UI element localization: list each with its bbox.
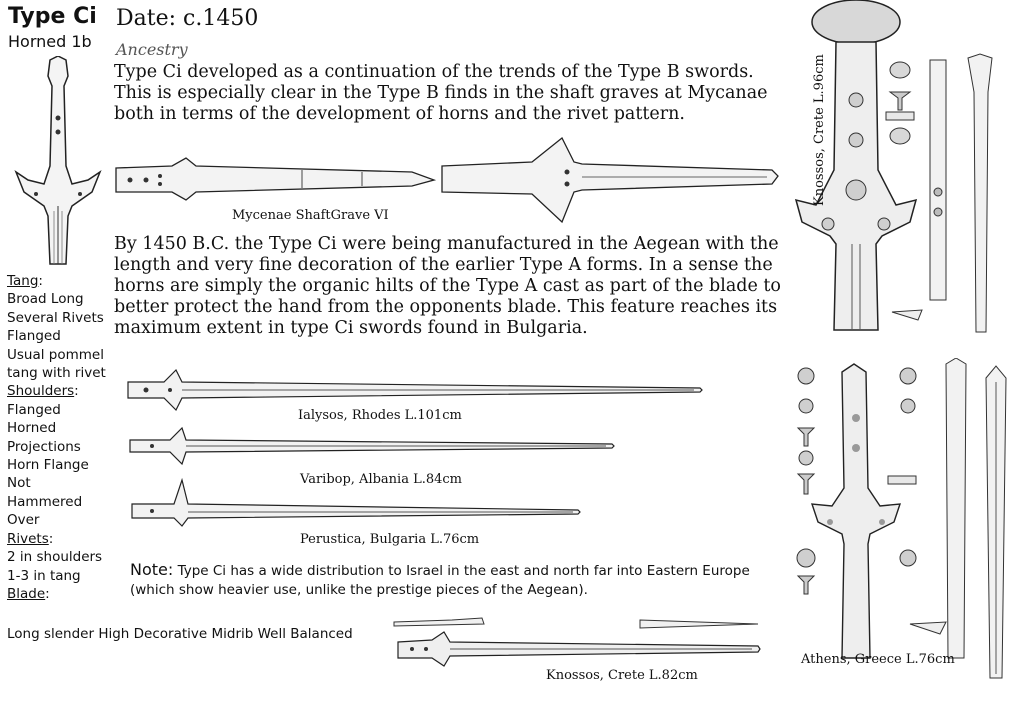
page-title: Type Ci	[8, 4, 97, 29]
ialysos-sword-illustration	[124, 368, 704, 412]
knossos-long-sword-illustration	[392, 612, 762, 674]
note-body: Type Ci has a wide distribution to Israel in the east and north far into Eastern Europe (which show heavier use, unlike the prestige pieces of the Aegean).	[130, 563, 750, 598]
knossos-bottom-caption: Knossos, Crete L.82cm	[546, 668, 698, 683]
list-item: 2 in shoulders	[7, 549, 103, 566]
ancestry-label: Ancestry	[116, 40, 188, 59]
list-item: Projections	[7, 438, 81, 455]
tang-heading: Tang	[7, 273, 39, 289]
list-item: Flanged	[7, 401, 61, 418]
list-item: 1-3 in tang	[7, 567, 81, 584]
note-label: Note:	[130, 560, 174, 579]
varibop-caption: Varibop, Albania L.84cm	[300, 472, 462, 487]
list-item: tang with rivet	[7, 365, 106, 382]
tang-heading-colon: :	[38, 273, 43, 289]
list-item: Flanged	[7, 328, 61, 345]
list-item: Over	[7, 512, 40, 529]
ancestry-paragraph: Type Ci developed as a continuation of the trends of the Type B swords. This is especially clear in the Type B finds in the shaft graves at Mycanae both in terms of the development of horns and the rivet pattern.	[114, 62, 768, 124]
list-item: Hammered	[7, 493, 83, 510]
list-item: Not	[7, 475, 31, 492]
blade-heading: Blade	[7, 585, 46, 602]
perustica-sword-illustration	[128, 478, 583, 528]
rivets-heading-colon: :	[48, 530, 54, 547]
development-paragraph: By 1450 B.C. the Type Ci were being manufactured in the Aegean with the length and very fine decoration of the earlier Type A forms. In a sense the horns are simply the organic hilts of the Type A cast as part of the blade to better protect the hand from the opponents blade. This feature reaches its maximum extent in type Ci swords found in Bulgaria.	[114, 234, 781, 338]
athens-hilt-illustration	[790, 358, 1020, 688]
blade-heading-colon: :	[45, 585, 50, 602]
ialysos-caption: Ialysos, Rhodes L.101cm	[298, 408, 462, 423]
knossos-top-caption: Knossos, Crete L.96cm	[812, 54, 827, 206]
list-item: Horned	[7, 420, 57, 437]
list-item: Horn Flange	[7, 457, 89, 474]
athens-caption: Athens, Greece L.76cm	[801, 652, 955, 667]
rivets-heading: Rivets	[7, 530, 49, 547]
list-item: Usual pommel	[7, 346, 104, 363]
page-subtitle: Horned 1b	[8, 32, 92, 51]
date-heading: Date: c.1450	[116, 6, 259, 31]
mycenae-sword-illustration	[112, 136, 782, 228]
attributes-sidebar	[7, 272, 117, 603]
hilt-illustration-left	[8, 56, 108, 266]
blade-description: Long slender High Decorative Midrib Well Balanced	[7, 626, 353, 642]
mycenae-caption: Mycenae ShaftGrave VI	[232, 208, 389, 223]
perustica-caption: Perustica, Bulgaria L.76cm	[300, 532, 480, 547]
rivet-details-illustration	[872, 52, 1022, 352]
list-item: Broad Long	[7, 291, 84, 308]
shoulders-heading: Shoulders	[7, 383, 75, 400]
shoulders-heading-colon: :	[74, 383, 79, 400]
varibop-sword-illustration	[126, 424, 616, 468]
note-text	[130, 560, 780, 600]
list-item: Several Rivets	[7, 309, 104, 326]
